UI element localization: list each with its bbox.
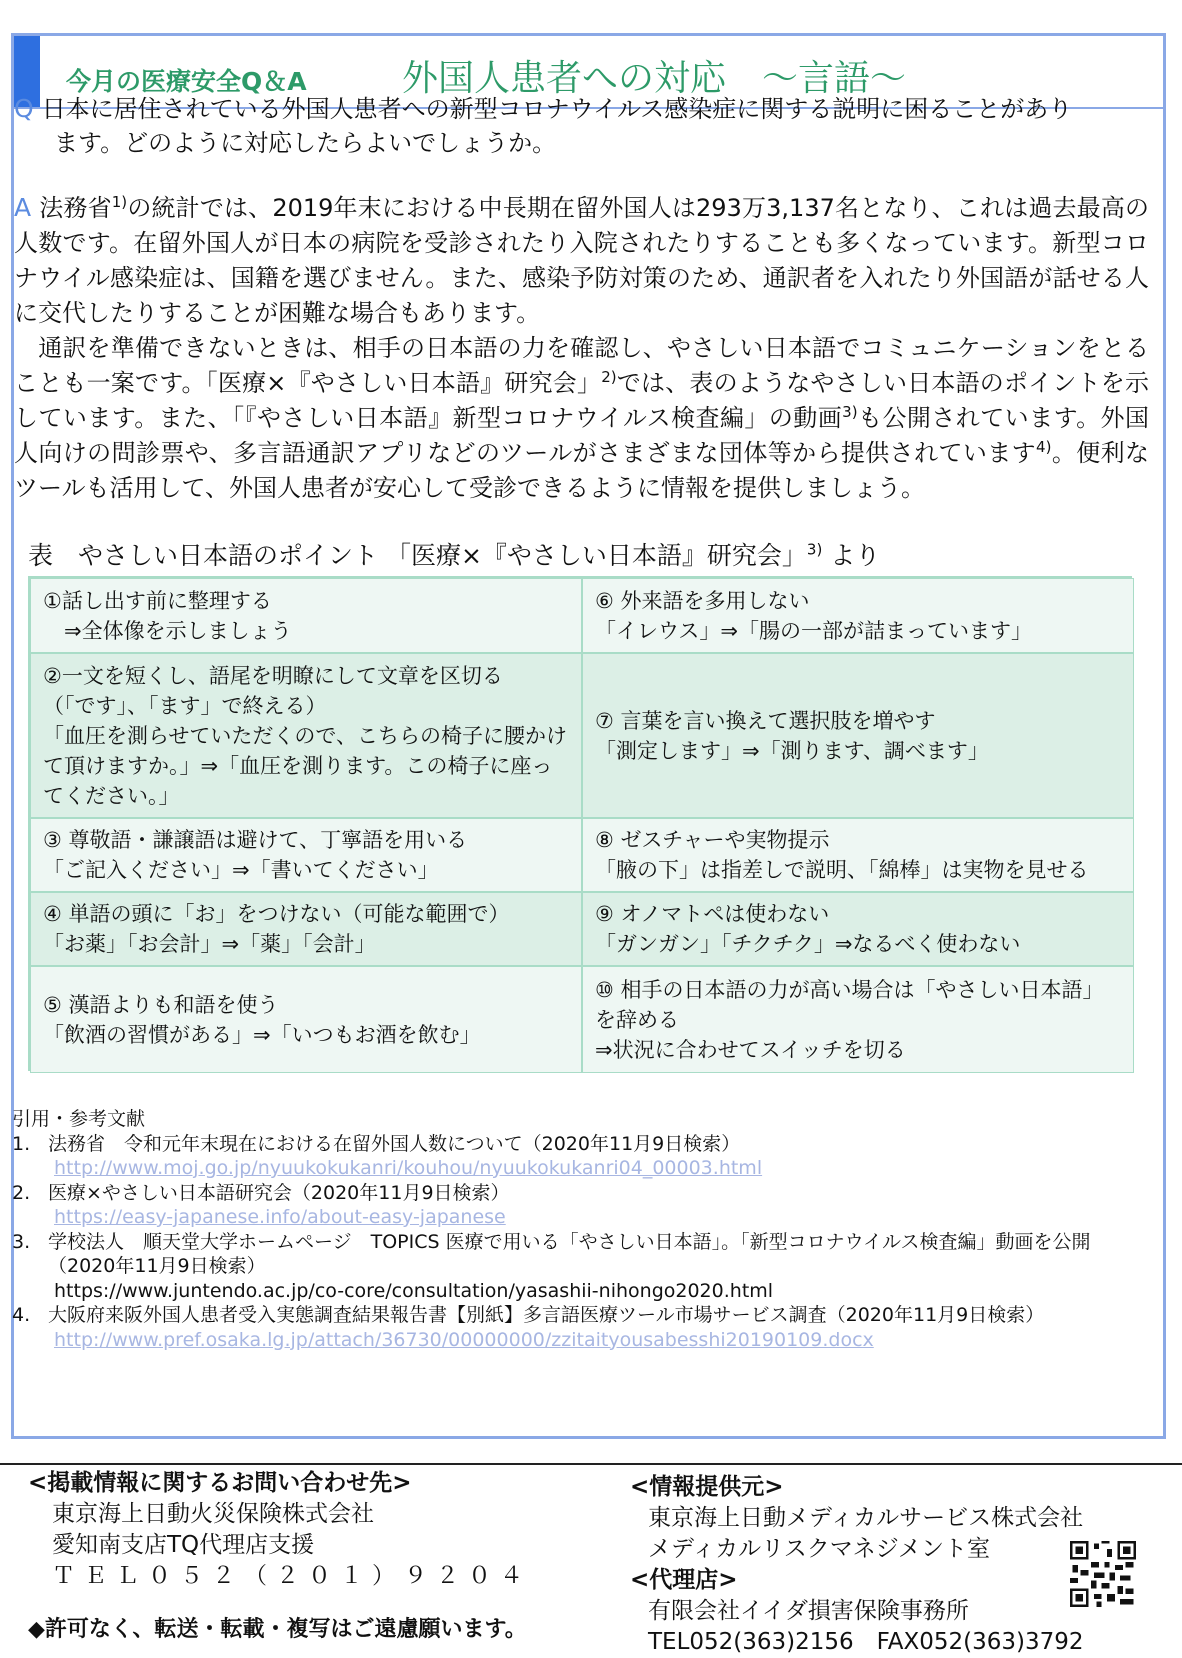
reference-link[interactable]: https://easy-japanese.info/about-easy-japanese (54, 1206, 506, 1228)
contact-info (28, 1468, 628, 1592)
tip-title: ①話し出す前に整理する (43, 588, 272, 613)
copy-notice: ◆許可なく、転送・転載・複写はご遠慮願います。 (28, 1617, 527, 1642)
tip-example: ⇒状況に合わせてスイッチを切る (595, 1037, 906, 1062)
tip-cell (30, 892, 582, 966)
tip-example: ⇒全体像を示しましょう (43, 618, 292, 643)
tip-example: 「ガンガン」「チクチク」⇒なるべく使わない (595, 932, 1021, 956)
references (12, 1107, 1152, 1352)
tip-cell (582, 818, 1134, 892)
table-caption-text: 表 やさしい日本語のポイント 「医療×『やさしい日本語』研究会」 (28, 541, 807, 570)
tip-cell (30, 966, 582, 1073)
reference-number: 1. (12, 1132, 31, 1155)
footer-divider (0, 1463, 1182, 1465)
contact-branch: 愛知南支店TQ代理店支援 (52, 1532, 315, 1558)
tip-cell (30, 818, 582, 892)
reference-url-text: https://www.juntendo.ac.jp/co-core/consultation/yasashii-nihongo2020.html (54, 1279, 774, 1302)
answer-block (14, 190, 1149, 506)
tip-cell (582, 578, 1134, 653)
answer-text: 通訳を準備できないときは、相手の日本語の力を確認し、やさしい日本語でコミュニケーションをとることも一案です。「医療×『やさしい日本語』研究会」 (14, 334, 1149, 397)
table-caption (28, 536, 880, 572)
citation-sup: 1) (111, 193, 128, 211)
reference-number: 3. (12, 1230, 31, 1253)
provider-heading: <情報提供元> (630, 1474, 784, 1500)
tip-example: 「飲酒の習慣がある」⇒「いつもお酒を飲む」 (43, 1022, 481, 1047)
question-block (14, 92, 1144, 160)
question-text-line1: 日本に居住されている外国人患者への新型コロナウイルス感染症に関する説明に困ることがあり (41, 95, 1073, 123)
tip-note: （「です」、「ます」で終える） (43, 693, 327, 718)
reference-link[interactable]: http://www.pref.osaka.lg.jp/attach/36730/00000000/zzitaityousabesshi20190109.docx (54, 1328, 874, 1351)
tip-cell (30, 653, 582, 818)
header-label: 今月の医療安全Q＆A (66, 67, 307, 96)
reference-number: 2. (12, 1181, 31, 1204)
citation-sup: 2) (601, 368, 617, 386)
reference-text: 法務省 令和元年末現在における在留外国人数について（2020年11月9日検索） (48, 1132, 741, 1155)
tip-title: ⑧ ゼスチャーや実物提示 (595, 828, 830, 852)
tip-title: ⑥ 外来語を多用しない (595, 588, 810, 613)
tip-example: 「ご記入ください」⇒「書いてください」 (43, 858, 439, 882)
table-caption-suffix: より (822, 541, 881, 570)
reference-item (12, 1303, 1152, 1352)
tip-cell (582, 892, 1134, 966)
reference-item (12, 1181, 1152, 1230)
answer-text: 法務省 (39, 194, 112, 222)
answer-marker: A (14, 193, 32, 222)
question-text-line2: ます。どのように対応したらよいでしょうか。 (54, 129, 557, 157)
tip-cell (582, 653, 1134, 818)
reference-item (12, 1132, 1152, 1181)
tip-example: 「測定します」⇒「測ります、調べます」 (595, 738, 989, 763)
tip-title: ⑤ 漢語よりも和語を使う (43, 992, 279, 1017)
citation-sup: 4) (1036, 438, 1052, 456)
tip-title: ⑨ オノマトペは使わない (595, 902, 830, 926)
tip-cell (30, 578, 582, 653)
tip-cell (582, 966, 1134, 1073)
citation-sup: 3) (806, 540, 823, 559)
question-marker: Q (14, 94, 34, 123)
tip-title: ②一文を短くし、語尾を明瞭にして文章を区切る (43, 663, 503, 688)
qr-code-icon (1070, 1541, 1136, 1607)
agency-heading: <代理店> (630, 1567, 738, 1593)
tip-example: 「腋の下」は指差しで説明、「綿棒」は実物を見せる (595, 858, 1089, 882)
tip-title: ⑩ 相手の日本語の力が高い場合は「やさしい日本語」を辞める (595, 977, 1104, 1032)
contact-tel: ＴＥＬ０５２（２０１）９２０４ (52, 1563, 532, 1589)
answer-text: では、表のようなやさしい日本語のポイントを示しています。また、「『やさしい日本語』新型コロナウイルス検査編」の動画 (14, 369, 1149, 432)
answer-paragraph-2 (14, 331, 1149, 506)
answer-text: も公開されています。外国人向けの問診票や、多言語通訳アプリなどのツールがさまざまな団体等から提供されています (14, 404, 1149, 467)
tip-example: 「イレウス」⇒「腸の一部が詰まっています」 (595, 618, 1032, 643)
agency-name: 有限会社イイダ損害保険事務所 (648, 1598, 969, 1624)
tip-example: 「血圧を測らせていただくので、こちらの椅子に腰かけて頂けますか。」⇒「血圧を測ります。この椅子に座ってください。」 (43, 723, 567, 808)
provider-company: 東京海上日動メディカルサービス株式会社 (648, 1505, 1084, 1531)
easy-japanese-tips-table (28, 576, 1132, 1071)
answer-text: の統計では、2019年末における中長期在留外国人は293万3,137名となり、これは過去最高の人数です。在留外国人が日本の病院を受診されたり入院されたりすることも多くなっています。新型コロナウイル感染症は、国籍を選びません。また、感染予防対策のため、通訳者を入れたり外国語が話せる人に交代したりすることが困難な場合もあります。 (14, 194, 1149, 327)
reference-text: 大阪府来阪外国人患者受入実態調査結果報告書【別紙】多言語医療ツール市場サービス調査（2020年11月9日検索） (48, 1304, 1045, 1326)
answer-paragraph-1 (14, 190, 1149, 331)
citation-sup: 3) (842, 403, 858, 421)
contact-heading: <掲載情報に関するお問い合わせ先> (28, 1470, 412, 1496)
answer-text: 。便利なツールも活用して、外国人患者が安心して受診できるように情報を提供しましょう。 (14, 439, 1150, 502)
reference-item (12, 1230, 1152, 1304)
tip-title: ③ 尊敬語・謙譲語は避けて、丁寧語を用いる (43, 828, 468, 852)
tip-title: ⑦ 言葉を言い換えて選択肢を増やす (595, 708, 936, 733)
contact-company: 東京海上日動火災保険株式会社 (52, 1501, 374, 1527)
provider-department: メディカルリスクマネジメント室 (648, 1536, 991, 1562)
tip-example: 「お薬」「お会計」⇒「薬」「会計」 (43, 932, 376, 956)
page-title: 外国人患者への対応 ～言語～ (402, 58, 907, 99)
reference-text: 学校法人 順天堂大学ホームページ TOPICS 医療で用いる「やさしい日本語」。「新型コロナウイルス検査編」動画を公開（2020年11月9日検索） (48, 1230, 1091, 1277)
references-heading: 引用・参考文献 (12, 1108, 146, 1130)
reference-text: 医療×やさしい日本語研究会（2020年11月9日検索） (48, 1181, 510, 1204)
reference-number: 4. (12, 1304, 31, 1326)
reference-link[interactable]: http://www.moj.go.jp/nyuukokukanri/kouhou/nyuukokukanri04_00003.html (54, 1157, 763, 1179)
agency-tel: TEL052(363)2156 FAX052(363)3792 (648, 1629, 1084, 1655)
tip-title: ④ 単語の頭に「お」をつけない（可能な範囲で） (43, 902, 510, 926)
